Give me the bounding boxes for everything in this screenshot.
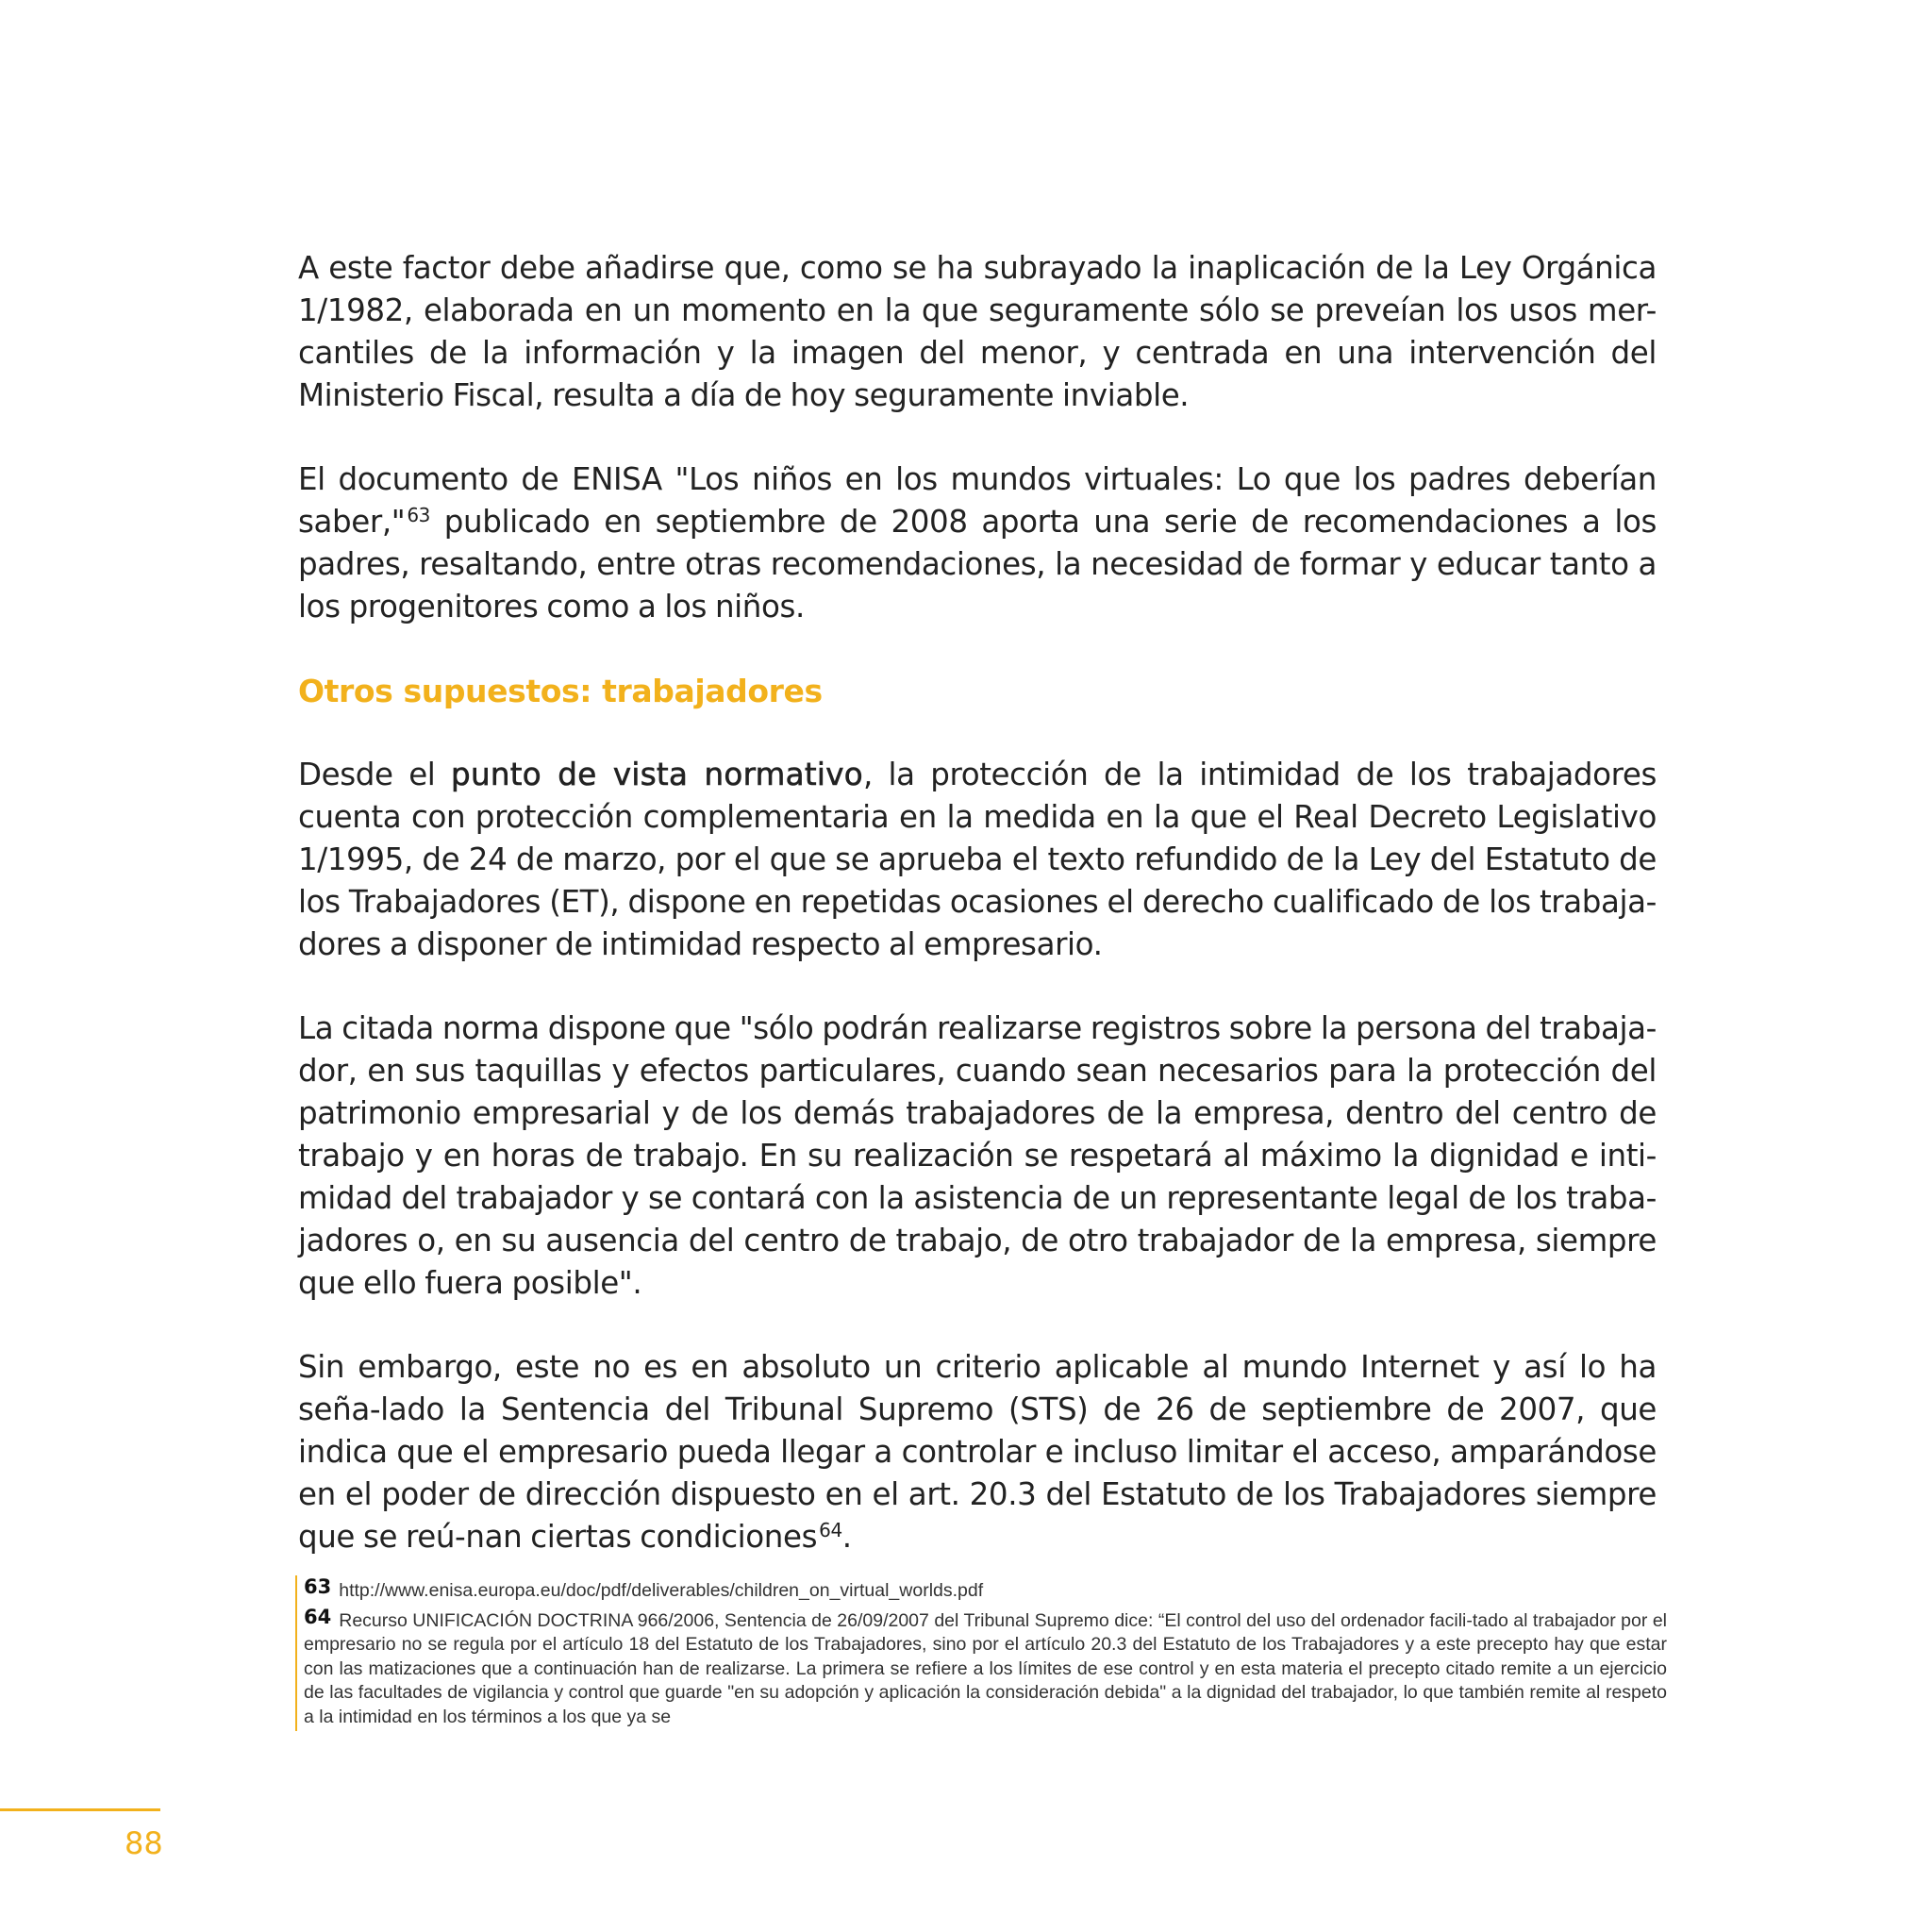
section-heading: Otros supuestos: trabajadores bbox=[298, 673, 823, 709]
footnote-64 bbox=[304, 1606, 1667, 1730]
paragraph-normativo-text-start: Desde el bbox=[298, 757, 452, 792]
paragraph-normativo bbox=[298, 754, 1657, 966]
page-number: 88 bbox=[125, 1825, 163, 1861]
footnote-63 bbox=[304, 1575, 1667, 1604]
footnotes bbox=[295, 1575, 1667, 1731]
footnote-number: 63 bbox=[304, 1575, 332, 1598]
paragraph-sin-embargo-text-start: Sin embargo, este no es en absoluto un criterio aplicable al mundo Internet y así lo ha seña-lado la Sentencia del Tribunal Supremo (STS) de 26 de septiembre de 2007, que indica que el empresario pueda llegar a controlar e incluso limitar el acceso, amparándose en el poder de dirección dispuesto en el art. 20.3 del Estatuto de los Trabajadores siempre que se reú-nan ciertas condiciones bbox=[298, 1349, 1657, 1555]
paragraph-ley-organica: A este factor debe añadirse que, como se ha subrayado la inaplicación de la Ley Orgánica 1/1982, elaborada en un momento en la que seguramente sólo se preveían los usos mer-cantiles de la información y la imagen del menor, y centrada en una intervención del Ministerio Fiscal, resulta a día de hoy seguramente inviable. bbox=[298, 250, 1657, 413]
page-number-rule bbox=[0, 1808, 160, 1811]
paragraph-enisa-text-end: publicado en septiembre de 2008 aporta una serie de recomendaciones a los padres, resaltando, entre otras recomendaciones, la necesidad de formar y educar tanto a los progenitores como a los niños. bbox=[298, 504, 1657, 625]
paragraph-normativo-text-end: , la protección de la intimidad de los trabajadores cuenta con protección complementaria en la medida en la que el Real Decreto Legislativo 1/1995, de 24 de marzo, por el que se aprueba el texto refundido de la Ley del Estatuto de los Trabajadores (ET), dispone en repetidas ocasiones el derecho cualificado de los trabaja-dores a disponer de intimidad respecto al empresario. bbox=[298, 757, 1657, 962]
footnote-ref-64[interactable]: 64 bbox=[819, 1519, 842, 1541]
paragraph-sin-embargo-text-end: . bbox=[841, 1519, 852, 1555]
paragraph-enisa-text-start: El documento de ENISA "Los niños en los mundos virtuales: Lo que los padres deberían saber," bbox=[298, 461, 1657, 540]
footnote-number: 64 bbox=[304, 1605, 332, 1628]
main-content bbox=[298, 247, 1657, 1600]
paragraph-sin-embargo bbox=[298, 1346, 1657, 1558]
emphasis-punto-de-vista: punto de vista normativo bbox=[451, 757, 863, 792]
paragraph-citada-norma: La citada norma dispone que "sólo podrán realizarse registros sobre la persona del trabaja-dor, en sus taquillas y efectos particulares, cuando sean necesarios para la protección del patrimonio empresarial y de los demás trabajadores de la empresa, dentro del centro de trabajo y en horas de trabajo. En su realización se respetará al máximo la dignidad e inti-midad del trabajador y se contará con la asistencia de un representante legal de los traba-jadores o, en su ausencia del centro de trabajo, de otro trabajador de la empresa, siempre que ello fuera posible". bbox=[298, 1010, 1657, 1301]
footnote-text: Recurso UNIFICACIÓN DOCTRINA 966/2006, Sentencia de 26/09/2007 del Tribunal Supremo dice: “El control del uso del ordenador facili-tado al trabajador por el empresario no se regula por el artículo 18 del Estatuto de los Trabajadores, sino por el artículo 20.3 del Estatuto de los Trabajadores y a este precepto hay que estar con las matizaciones que a continuación han de realizarse. La primera se refiere a los límites de ese control y en esta materia el precepto citado remite a un ejercicio de las facultades de vigilancia y control que guarde "en su adopción y aplicación la consideración debida" a la dignidad del trabajador, lo que también remite al respeto a la intimidad en los términos a los que ya se bbox=[304, 1609, 1667, 1727]
paragraph-enisa bbox=[298, 458, 1657, 628]
footnote-ref-63[interactable]: 63 bbox=[407, 504, 430, 526]
footnote-url[interactable]: http://www.enisa.europa.eu/doc/pdf/deliverables/children_on_virtual_worlds.pdf bbox=[339, 1580, 984, 1601]
